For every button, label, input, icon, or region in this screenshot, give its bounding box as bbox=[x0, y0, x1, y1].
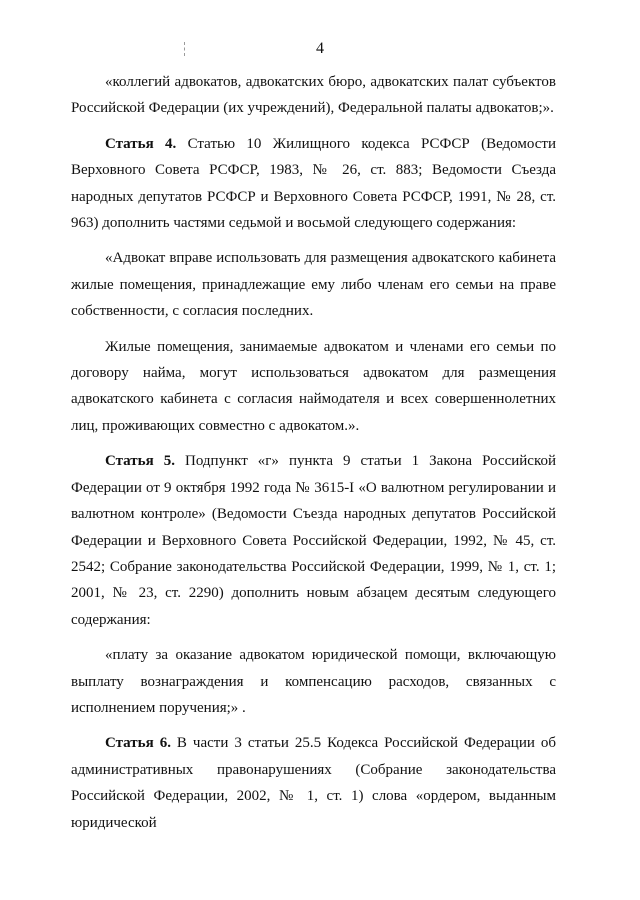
paragraph-text: «коллегий адвокатов, адвокатских бюро, адвокатских палат субъектов Российской Федерации (их учреждений), Федеральной палаты адвокатов;». bbox=[71, 74, 556, 117]
article-5-paragraph bbox=[71, 448, 556, 633]
page-number: 4 bbox=[316, 40, 324, 57]
article-6-paragraph bbox=[71, 730, 556, 836]
paragraph-text: Статью 10 Жилищного кодекса РСФСР (Ведомости Верховного Совета РСФСР, 1983, № 26, ст. 883; Ведомости Съезда народных депутатов РСФСР и Верховного Совета РСФСР, 1991, № 28, ст. 963) дополнить частями седьмой и восьмой следующего содержания: bbox=[71, 135, 556, 232]
paragraph-text: В части 3 статьи 25.5 Кодекса Российской Федерации об административных правонарушениях (Собрание законодательства Российской Федерации, 2002, № 1, ст. 1) слова «ордером, выданным юридической bbox=[71, 735, 556, 831]
quoted-part-eight bbox=[71, 334, 556, 440]
quoted-new-paragraph bbox=[71, 642, 556, 721]
article-label: Статья 6. bbox=[105, 735, 171, 752]
paragraph-text: «плату за оказание адвокатом юридической помощи, включающую выплату вознаграждения и компенсацию расходов, связанных с исполнением поручения;» . bbox=[71, 647, 556, 716]
paragraph-text: Подпункт «г» пункта 9 статьи 1 Закона Российской Федерации от 9 октября 1992 года № 3615-I «О валютном регулировании и валютном контроле» (Ведомости Съезда народных депутатов Российской Федерации и Верховного Совета Российской Федерации, 1992, № 45, ст. 2542; Собрание законодательства Российской Федерации, 1999, № 1, ст. 1; 2001, № 23, ст. 2290) дополнить новым абзацем десятым следующего содержания: bbox=[71, 453, 557, 628]
paragraph-text: «Адвокат вправе использовать для размещения адвокатского кабинета жилые помещения, принадлежащие ему либо членам его семьи на праве собственности, с согласия последних. bbox=[71, 250, 556, 320]
paragraph-quote-continuation bbox=[71, 69, 556, 122]
paragraph-text: Жилые помещения, занимаемые адвокатом и членами его семьи по договору найма, могут использоваться адвокатом для размещения адвокатского кабинета с согласия наймодателя и всех совершеннолетних лиц, проживающих совместно с адвокатом.». bbox=[71, 338, 556, 434]
quoted-part-seven bbox=[71, 245, 556, 324]
article-label: Статья 4. bbox=[105, 135, 177, 152]
document-body bbox=[71, 69, 556, 836]
article-4-paragraph bbox=[71, 131, 556, 237]
article-label: Статья 5. bbox=[105, 453, 175, 470]
